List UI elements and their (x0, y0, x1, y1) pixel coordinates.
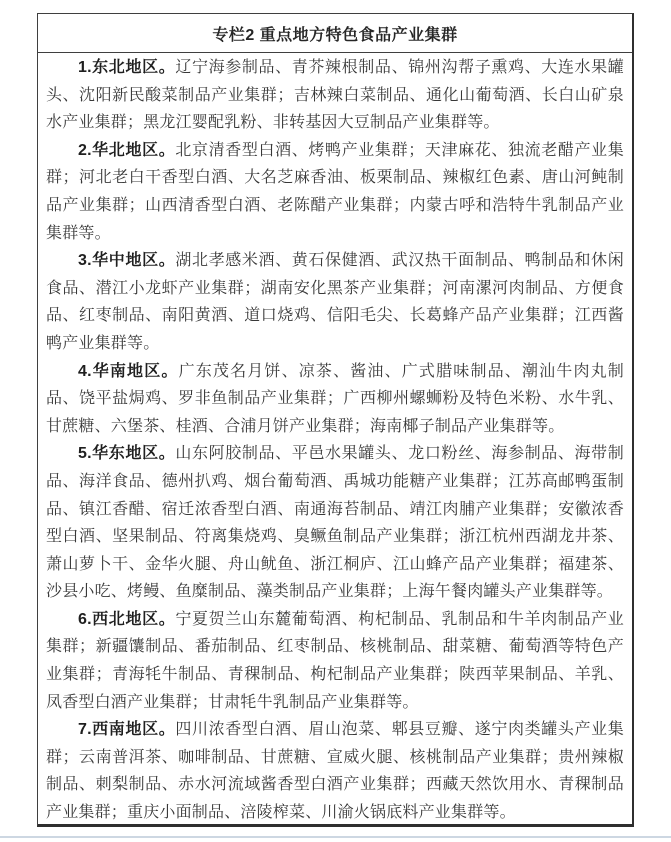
region-paragraph-north (46, 137, 624, 247)
region-label: 4.华南地区。 (78, 362, 179, 380)
region-text: 辽宁海参制品、青芥辣根制品、锦州沟帮子熏鸡、大连水果罐头、沈阳新民酸菜制品产业集群；吉林辣白菜制品、通化山葡萄酒、长白山矿泉水产业集群；黑龙江婴配乳粉、非转基因大豆制品产业集群等。 (46, 59, 624, 132)
region-paragraph-south (46, 358, 624, 441)
box-body (38, 53, 632, 827)
box-title: 专栏2 重点地方特色食品产业集群 (212, 26, 458, 44)
region-text: 湖北孝感米酒、黄石保健酒、武汉热干面制品、鸭制品和休闲食品、潜江小龙虾产业集群；湖南安化黑茶产业集群；河南漯河肉制品、方便食品、红枣制品、南阳黄酒、道口烧鸡、信阳毛尖、长葛蜂产品产业集群；江西酱鸭产业集群等。 (46, 252, 624, 352)
region-text: 四川浓香型白酒、眉山泡菜、郫县豆瓣、遂宁肉类罐头产业集群；云南普洱茶、咖啡制品、甘蔗糖、宣威火腿、核桃制品产业集群；贵州辣椒制品、刺梨制品、赤水河流域酱香型白酒产业集群；西藏天然饮用水、青稞制品产业集群；重庆小面制品、涪陵榨菜、川渝火锅底料产业集群等。 (46, 721, 624, 822)
region-label: 7.西南地区。 (78, 721, 176, 739)
region-label: 2.华北地区。 (78, 141, 176, 159)
region-paragraph-east (46, 440, 624, 606)
page-bottom-divider (0, 836, 671, 838)
region-paragraph-northeast (46, 54, 624, 137)
region-label: 5.华东地区。 (78, 445, 176, 463)
box-title-row (38, 14, 632, 53)
region-paragraph-central (46, 247, 624, 357)
region-text: 广东茂名月饼、凉茶、酱油、广式腊味制品、潮汕牛肉丸制品、饶平盐焗鸡、罗非鱼制品产业集群；广西柳州螺蛳粉及特色米粉、水牛乳、甘蔗糖、六堡茶、桂酒、合浦月饼产业集群；海南椰子制品产业集群等。 (46, 362, 624, 435)
region-label: 3.华中地区。 (78, 252, 176, 270)
region-text: 山东阿胶制品、平邑水果罐头、龙口粉丝、海参制品、海带制品、海洋食品、德州扒鸡、烟台葡萄酒、禹城功能糖产业集群；江苏高邮鸭蛋制品、镇江香醋、宿迁浓香型白酒、南通海苔制品、靖江肉脯产业集群；安徽浓香型白酒、坚果制品、符离集烧鸡、臭鳜鱼制品产业集群；浙江杭州西湖龙井茶、萧山萝卜干、金华火腿、舟山鱿鱼、浙江桐庐、江山蜂产品产业集群；福建茶、沙县小吃、烤鳗、鱼糜制品、藻类制品产业集群；上海午餐肉罐头产业集群等。 (46, 445, 624, 601)
region-label: 1.东北地区。 (78, 59, 176, 76)
special-column-box (37, 13, 634, 827)
region-text: 北京清香型白酒、烤鸭产业集群；天津麻花、独流老醋产业集群；河北老白干香型白酒、大名芝麻香油、板栗制品、辣椒红色素、唐山河鲀制品产业集群；山西清香型白酒、老陈醋产业集群；内蒙古呼和浩特牛乳制品产业集群等。 (46, 141, 624, 242)
region-label: 6.西北地区。 (78, 610, 176, 628)
region-paragraph-southwest (46, 716, 624, 826)
region-text: 宁夏贺兰山东麓葡萄酒、枸杞制品、乳制品和牛羊肉制品产业集群；新疆馕制品、番茄制品、红枣制品、核桃制品、甜菜糖、葡萄酒等特色产业集群；青海牦牛制品、青稞制品、枸杞制品产业集群；陕西苹果制品、羊乳、凤香型白酒产业集群；甘肃牦牛乳制品产业集群等。 (46, 610, 624, 711)
region-paragraph-northwest (46, 606, 624, 716)
